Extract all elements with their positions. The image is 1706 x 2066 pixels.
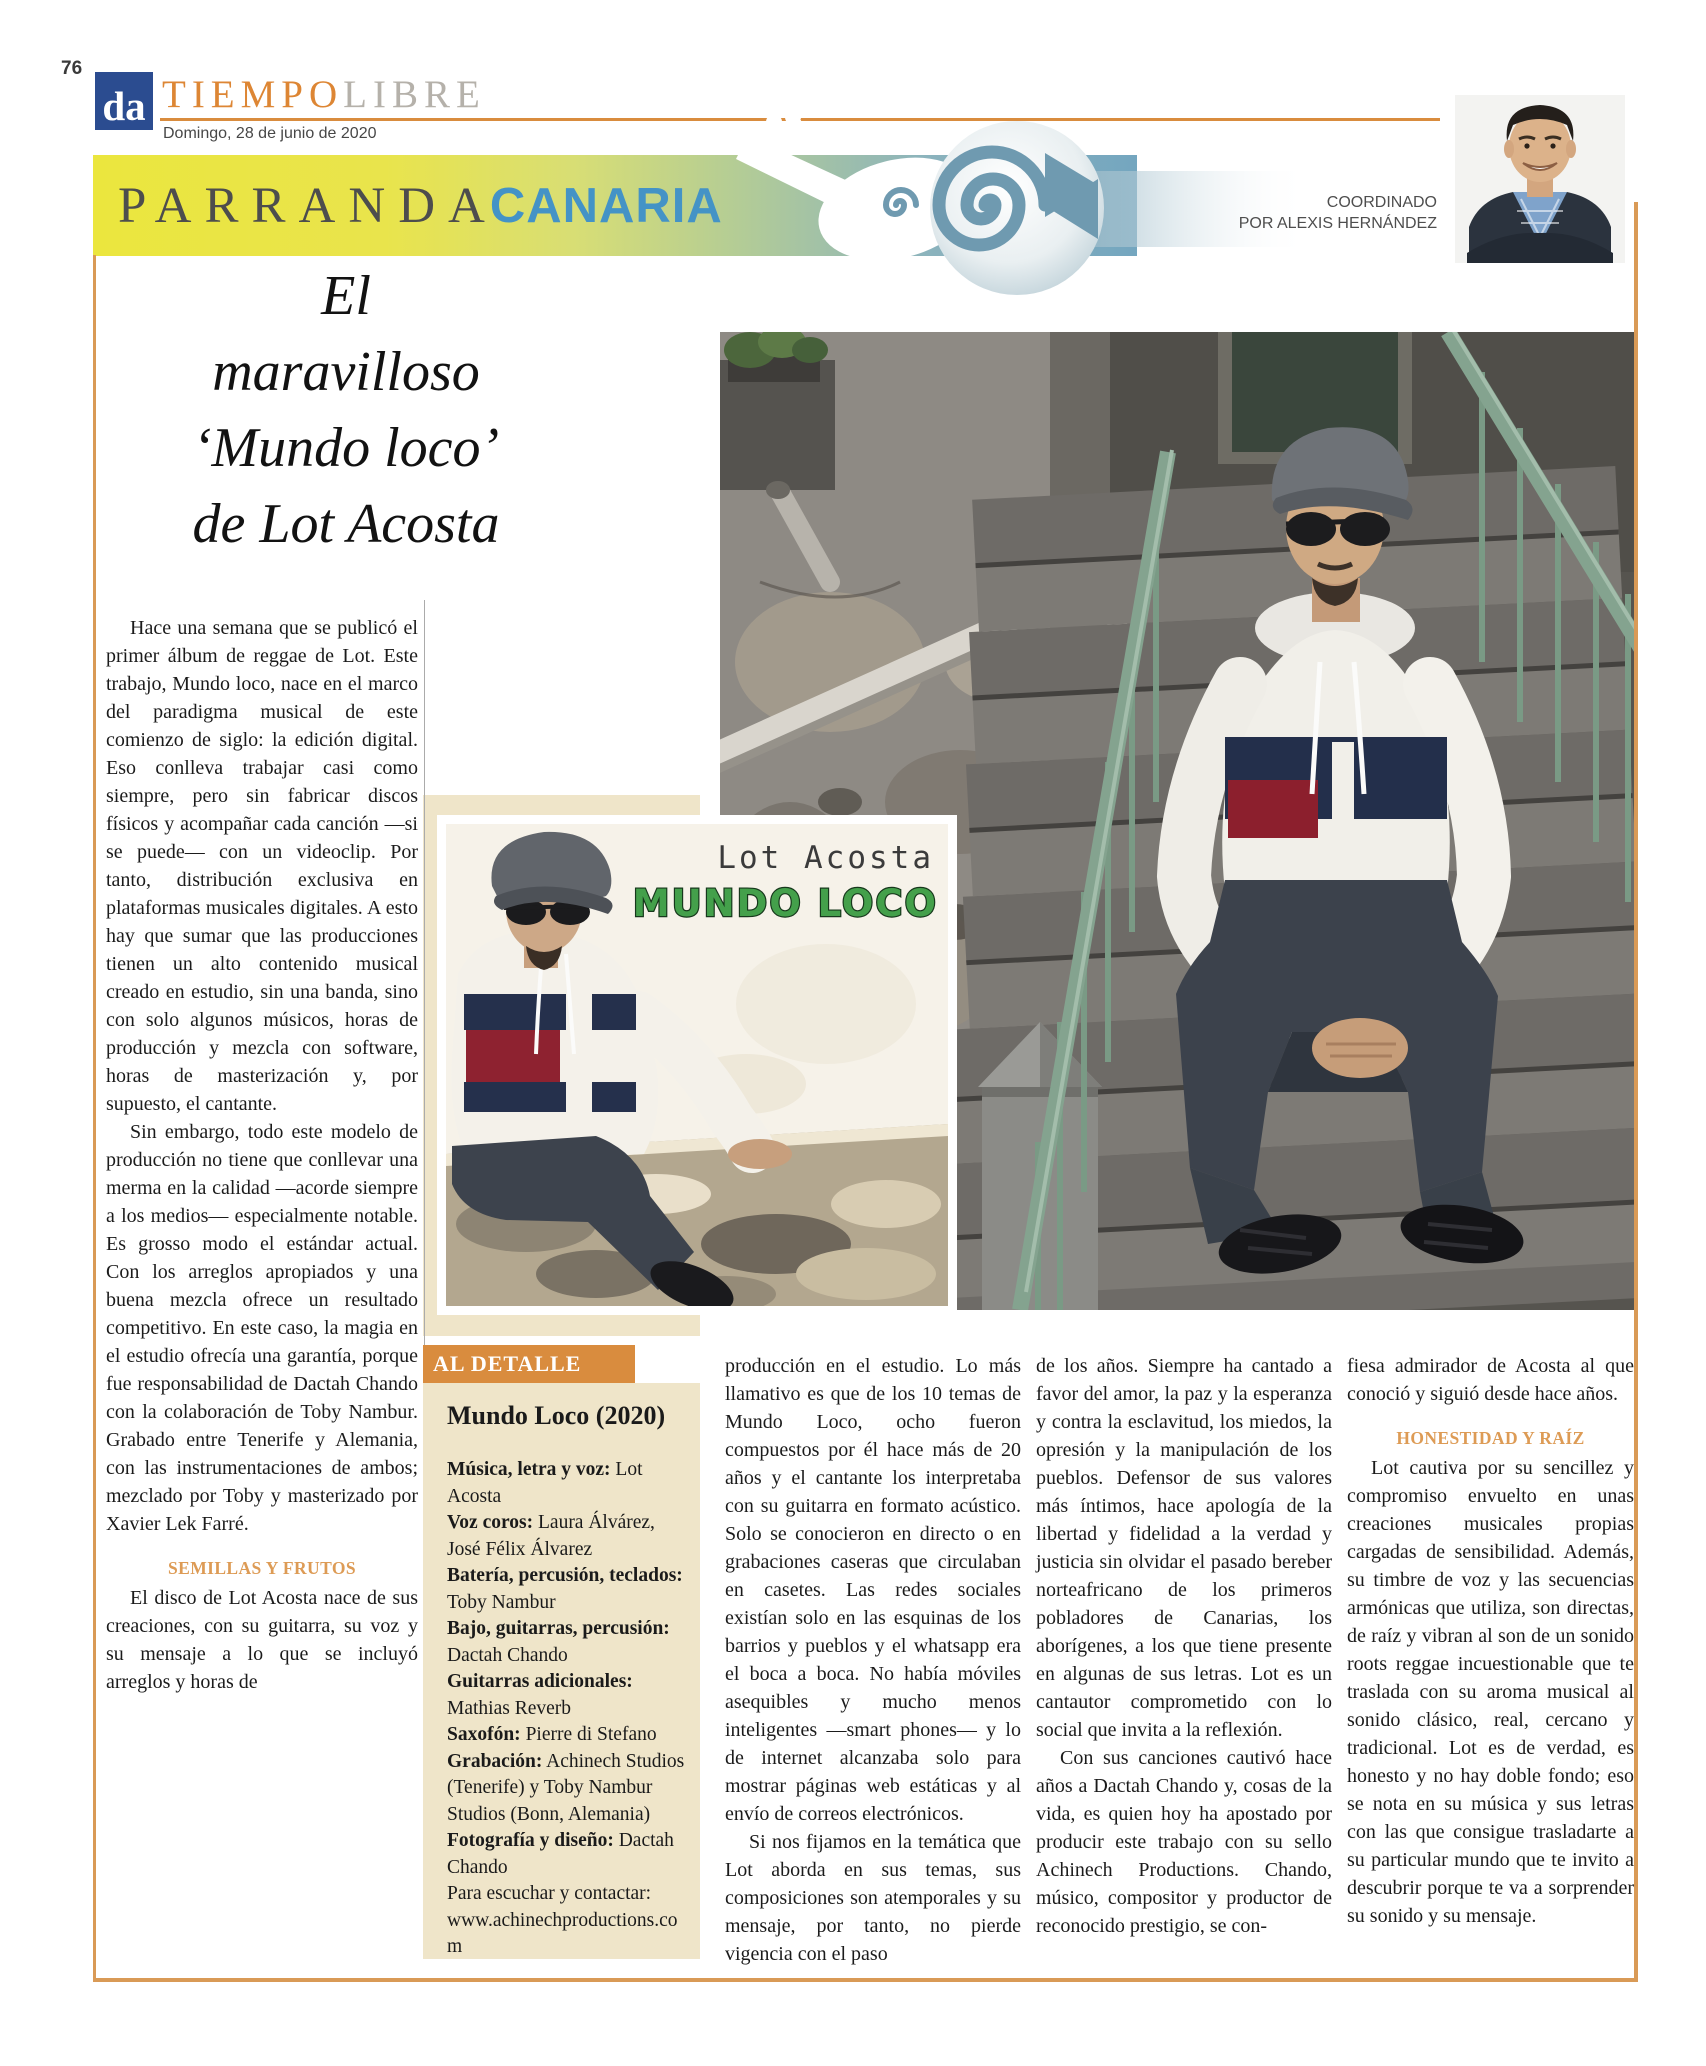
cover-artist-text: Lot Acosta xyxy=(717,840,934,876)
banner-title-parranda: PARRANDA xyxy=(118,177,498,234)
banner-title-canaria: CANARIA xyxy=(489,178,723,233)
credit-row: Bajo, guitarras, percusión: Dactah Chando xyxy=(447,1618,670,1666)
detail-box-header: AL DETALLE xyxy=(423,1345,635,1383)
paragraph: Con sus canciones cautivó hace años a Dactah Chando y, cosas de la vida, es quien hoy ha apostado por producir este trabajo con su sello Achinech Productions. Chando, músico, compositor y productor de reconocido prestigio, se con- xyxy=(1036,1747,1332,1937)
contact-url[interactable]: www.achinechproductions.com xyxy=(447,1909,678,1957)
article-headline xyxy=(100,258,592,562)
detail-box-title: Mundo Loco (2020) xyxy=(447,1401,666,1430)
edition-date: Domingo, 28 de junio de 2020 xyxy=(163,125,377,142)
paragraph: Hace una semana que se publicó el primer álbum de reggae de Lot. Este trabajo, Mundo loco, nace en el marco del paradigma musical de este comienzo de siglo: la edición digital. Eso conlleva trabajar casi como siempre, pero sin fabricar discos físicos y acompañar cada canción —si se puede— con un videoclip. Por tanto, distribución exclusiva en plataformas musicales digitales. A esto hay que sumar que las producciones tienen un alto contenido musical creado en estudio, sin una banda, sino con solo algunos músicos, horas de producción y mezcla con software, horas de masterización y, por supuesto, el cantante. xyxy=(106,617,418,1115)
page-number: 76 xyxy=(61,58,83,79)
article-column-2 xyxy=(725,1352,1021,1968)
paragraph: Si nos fijamos en la temática que Lot aborda en sus temas, sus composiciones son atemporales y su mensaje, por tanto, no pierde vigencia con el paso xyxy=(725,1831,1021,1965)
paragraph: de los años. Siempre ha cantado a favor del amor, la paz y la esperanza y contra la esclavitud, los miedos, la opresión y la manipulación de los pueblos. Defensor de sus valores más íntimos, hace apología de la libertad y fidelidad a la verdad y justicia sin olvidar el pasado bereber norteafricano de los primeros pobladores de Canarias, los aborígenes, a los que tiene presente en algunas de sus letras. Lot es un cantautor comprometido con lo social que invita a la reflexión. xyxy=(1036,1355,1332,1741)
coordinator-line2: POR ALEXIS HERNÁNDEZ xyxy=(1238,215,1437,232)
timple-spiral-graphic xyxy=(700,105,1320,305)
credit-row: Voz coros: Laura Álvárez, José Félix Álvarez xyxy=(447,1512,655,1560)
paragraph: Sin embargo, todo este modelo de producción no tiene que conllevar una merma en la calidad —acorde siempre a los medios— especialmente notable. Es grosso modo el estándar actual. Con los arreglos apropiados y una buena mezcla ofrece un resultado competitivo. En este caso, la magia en el estudio ofrecía una garantía, porque fue responsabilidad de Dactah Chando con la colaboración de Toby Nambur. Grabado entre Tenerife y Alemania, con las instrumentaciones de ambos; mezclado por Toby y masterizado por Xavier Lek Farré. xyxy=(106,1121,418,1535)
paragraph: producción en el estudio. Lo más llamativo es que de los 10 temas de Mundo Loco, ocho fueron compuestos por él hace más de 20 años y el cantante los interpretaba con su guitarra en formato acústico. Solo se conocieron en directo o en grabaciones caseras que circulaban en casetes. Las redes sociales existían solo en las esquinas de los barrios y pueblos y el whatsapp era el boca a boca. No había móviles asequibles y mucho menos inteligentes —smart phones— y lo de internet alcanzaba solo para mostrar páginas web estáticas y al envío de correos electrónicos. xyxy=(725,1355,1021,1825)
album-cover-photo xyxy=(437,815,957,1315)
cover-title-text: MUNDO LOCO xyxy=(632,882,938,925)
credit-row: Batería, percusión, teclados: Toby Nambur xyxy=(447,1565,683,1613)
credit-row: Fotografía y diseño: Dactah Chando xyxy=(447,1830,674,1878)
detail-box xyxy=(423,1383,700,1959)
article-column-4 xyxy=(1347,1352,1634,1930)
section-header-semillas: SEMILLAS Y FRUTOS xyxy=(167,1558,356,1578)
spiral-motif xyxy=(930,121,1104,295)
album-cover-illustration xyxy=(446,824,948,1306)
da-newspaper-logo: da xyxy=(95,72,153,130)
paragraph: Lot cautiva por su sencillez y compromiso envuelto en unas creaciones musicales propias cargadas de sensibilidad. Además, su timbre de voz y las secuencias armónicas que utiliza, son directas, de raíz y vibran al son de un sonido roots reggae incuestionable que te traslada con su aroma musical al sonido clásico, real, cercano y tradicional. Lot es de verdad, es honesto y no hay doble fondo; eso se nota en su música y sus letras con las que consigue trasladarte a su particular mundo que te invito a descubrir porque te va a sorprender su sonido y su mensaje. xyxy=(1347,1457,1634,1927)
paragraph: El disco de Lot Acosta nace de sus creaciones, con su guitarra, su voz y su mensaje a lo que se incluyó arreglos y horas de xyxy=(106,1587,418,1693)
credit-row: Grabación: Achinech Studios (Tenerife) y Toby Nambur Studios (Bonn, Alemania) xyxy=(447,1750,685,1825)
paragraph: fiesa admirador de Acosta al que conoció y siguió desde hace años. xyxy=(1347,1355,1634,1405)
banner-title xyxy=(118,155,723,256)
article-column-3 xyxy=(1036,1352,1332,1940)
masthead-libre: LIBRE xyxy=(343,73,486,116)
coordinator-line1: COORDINADO xyxy=(1326,194,1437,211)
headline-line: de Lot Acosta xyxy=(192,493,500,555)
section-masthead xyxy=(162,72,486,117)
headline-line: El xyxy=(321,265,371,327)
headline-line: ‘Mundo loco’ xyxy=(192,417,500,479)
page-frame-left xyxy=(93,255,96,1982)
page-frame-right xyxy=(1634,202,1638,1982)
coordinator-photo xyxy=(1455,95,1625,263)
timple-illustration xyxy=(700,105,1320,305)
section-header-honestidad: HONESTIDAD Y RAÍZ xyxy=(1396,1428,1585,1448)
credit-row: Saxofón: Pierre di Stefano xyxy=(447,1724,657,1745)
credit-row: Guitarras adicionales: Mathias Reverb xyxy=(447,1671,633,1719)
coordinator-credit xyxy=(1239,192,1437,234)
article-column-1 xyxy=(106,614,418,1696)
credit-row: Música, letra y voz: Lot Acosta xyxy=(447,1459,643,1507)
masthead-tiempo: TIEMPO xyxy=(162,73,344,116)
contact-label: Para escuchar y contactar: xyxy=(447,1883,652,1904)
headline-line: maravilloso xyxy=(212,341,480,403)
page-frame-bottom xyxy=(93,1978,1638,1982)
